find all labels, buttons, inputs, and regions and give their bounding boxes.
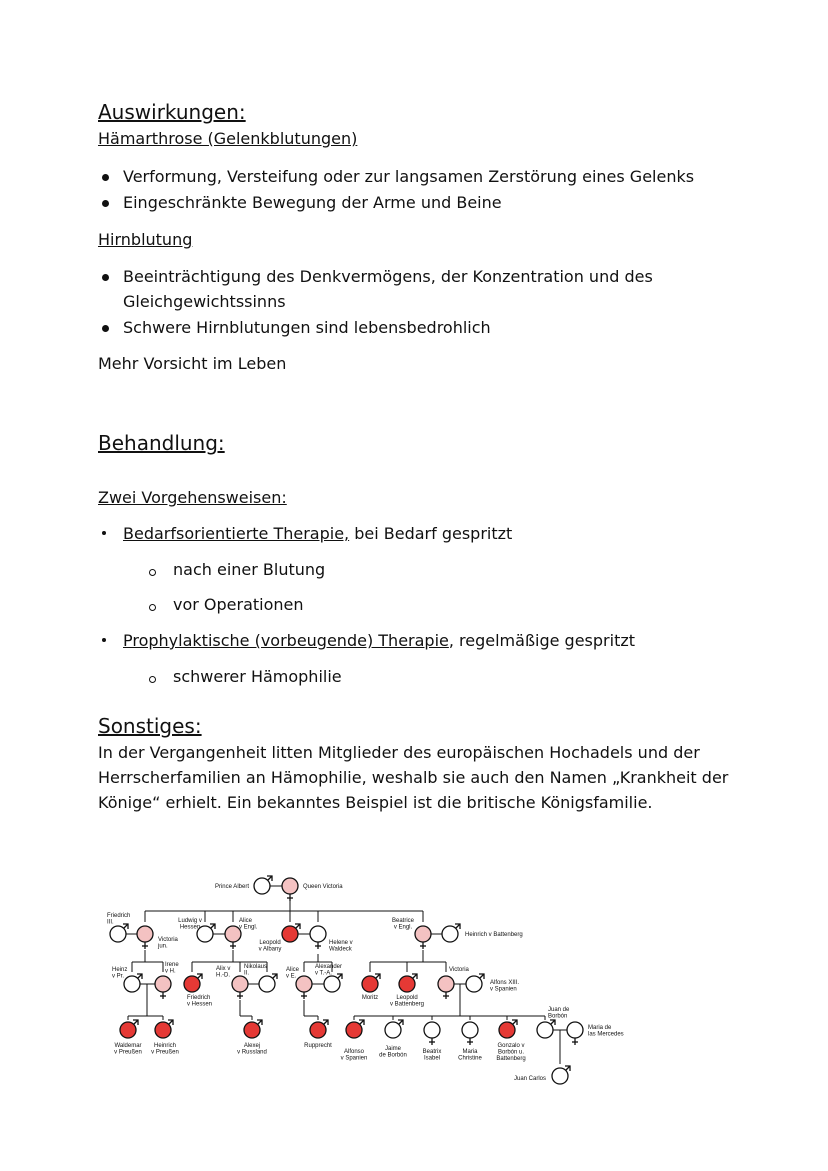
person-nikolaus-male-icon xyxy=(259,974,277,992)
bullet-icon xyxy=(102,531,106,535)
pedigree-label-moritz: Moritz xyxy=(361,995,379,1001)
therapy-name: Prophylaktische (vorbeugende) Therapie xyxy=(123,631,449,650)
person-maria_c-female-icon xyxy=(462,1022,478,1045)
person-friedrich_h-male-icon xyxy=(184,974,202,992)
list-item: Eingeschränkte Bewegung der Arme und Beine xyxy=(123,193,502,212)
pedigree-label-leopold: v Albany xyxy=(258,946,282,953)
list-item: Verformung, Versteifung oder zur langsamen Zerstörung eines Gelenks xyxy=(123,167,695,186)
pedigree-label-juan_carlos: Juan Carlos xyxy=(513,1076,546,1082)
pedigree-label-alice2: v E. xyxy=(286,973,297,980)
person-juan_carlos-male-icon xyxy=(552,1066,570,1084)
section-title-sonstiges: Sonstiges: xyxy=(98,714,202,738)
bullet-icon xyxy=(102,638,106,642)
list-item xyxy=(123,524,512,543)
person-jaime-male-icon xyxy=(385,1020,403,1038)
pedigree-label-maria_m: las Mercedes xyxy=(588,1031,624,1038)
pedigree-label-friedrich_h: v Hessen xyxy=(187,1001,213,1008)
therapy-desc: , regelmäßige gespritzt xyxy=(448,631,636,650)
person-leopold_b-male-icon xyxy=(399,974,417,992)
pedigree-label-heinrich_b: Heinrich v Battenberg xyxy=(465,932,523,938)
person-beatrix-female-icon xyxy=(424,1022,440,1045)
pedigree-label-maria_m: Maria de xyxy=(588,1025,612,1031)
pedigree-label-heinrich_p: v Preußen xyxy=(151,1049,179,1056)
pedigree-label-gonzalo: Battenberg xyxy=(496,1056,526,1062)
subheading-hirnblutung: Hirnblutung xyxy=(98,230,193,249)
paragraph-line: In der Vergangenheit litten Mitglieder des europäischen Hochadels und der xyxy=(98,743,700,762)
section-title-behandlung: Behandlung: xyxy=(98,431,225,455)
pedigree-label-alix: H.-D. xyxy=(216,972,230,979)
pedigree-label-heinz: v Pr. xyxy=(112,973,125,980)
pedigree-label-alexander: v T.-A. xyxy=(315,970,332,977)
pedigree-label-jaime: de Borbón xyxy=(379,1052,407,1059)
person-victoria2-female-icon xyxy=(438,976,454,999)
pedigree-label-heinz: Heinz xyxy=(112,967,128,973)
sub-bullet-icon xyxy=(149,604,156,611)
pedigree-label-victoria_jun: jun. xyxy=(158,943,168,950)
person-alexej-male-icon xyxy=(244,1020,262,1038)
sub-list-item: schwerer Hämophilie xyxy=(173,667,342,686)
person-albert-male-icon xyxy=(254,876,272,894)
bullet-icon xyxy=(102,325,109,332)
pedigree-label-leopold_b: v Battenberg xyxy=(389,1001,425,1008)
bullet-icon xyxy=(102,174,109,181)
pedigree-label-alfonso: Alfonso xyxy=(343,1049,365,1055)
subheading-haemarthrose: Hämarthrose (Gelenkblutungen) xyxy=(98,129,358,148)
person-heinrich_b-male-icon xyxy=(442,924,460,942)
pedigree-label-alexej: v Russland xyxy=(237,1049,267,1056)
pedigree-label-waldemar: v Preußen xyxy=(114,1049,142,1056)
pedigree-label-juan: Borbón xyxy=(548,1013,568,1020)
royal-pedigree-chart xyxy=(100,860,640,1100)
person-waldemar-male-icon xyxy=(120,1020,138,1038)
sub-bullet-icon xyxy=(149,569,156,576)
pedigree-label-victoria: Queen Victoria xyxy=(303,884,343,890)
pedigree-label-alice: Alice xyxy=(239,918,253,924)
person-heinz-male-icon xyxy=(124,974,142,992)
sub-list-item: vor Operationen xyxy=(173,595,304,614)
pedigree-label-alfons13: v Spanien xyxy=(490,986,517,993)
pedigree-label-beatrice: v Engl. xyxy=(393,924,413,931)
pedigree-label-heinrich_p: Heinrich xyxy=(153,1043,177,1049)
pedigree-label-alice2: Alice xyxy=(286,967,300,973)
pedigree-label-leopold_b: Leopold xyxy=(396,995,418,1001)
list-item-continuation: Gleichgewichtssinns xyxy=(123,292,286,311)
pedigree-label-maria_c: Maria xyxy=(462,1049,478,1055)
pedigree-label-helene: Waldeck xyxy=(329,946,352,953)
pedigree-label-gonzalo: Borbón u. xyxy=(497,1049,525,1056)
person-victoria_jun-female-icon xyxy=(137,926,153,949)
pedigree-label-nikolaus: II. xyxy=(244,970,250,977)
therapy-desc: bei Bedarf gespritzt xyxy=(349,524,513,543)
person-rupprecht-male-icon xyxy=(310,1020,328,1038)
person-irene-female-icon xyxy=(155,976,171,999)
person-beatrice-female-icon xyxy=(415,926,431,949)
section-title-auswirkungen: Auswirkungen: xyxy=(98,100,246,124)
paragraph-line: Herrscherfamilien an Hämophilie, weshalb sie auch den Namen „Krankheit der xyxy=(98,768,729,787)
pedigree-label-gonzalo: Gonzalo v xyxy=(497,1043,525,1049)
person-alix-female-icon xyxy=(232,976,248,999)
person-helene-female-icon xyxy=(310,926,326,949)
pedigree-label-beatrice: Beatrice xyxy=(391,918,415,924)
person-alfons13-male-icon xyxy=(466,974,484,992)
pedigree-label-friedrich_h: Friedrich xyxy=(187,995,211,1001)
pedigree-label-alfons13: Alfons XIII. xyxy=(490,980,520,986)
pedigree-label-nikolaus: Nikolaus xyxy=(244,964,268,970)
pedigree-label-beatrix: Beatrix xyxy=(422,1049,442,1055)
pedigree-label-rupprecht: Rupprecht xyxy=(304,1043,332,1049)
pedigree-label-victoria_jun: Victoria xyxy=(158,937,178,943)
sub-list-item: nach einer Blutung xyxy=(173,560,326,579)
pedigree-label-beatrix: Isabel xyxy=(423,1055,441,1062)
person-gonzalo-male-icon xyxy=(499,1020,517,1038)
pedigree-label-albert: Prince Albert xyxy=(214,884,249,890)
paragraph-line: Könige“ erhielt. Ein bekanntes Beispiel ist die britische Königsfamilie. xyxy=(98,793,653,812)
pedigree-label-juan: Juan de xyxy=(548,1007,570,1013)
list-item xyxy=(123,631,635,650)
person-juan-male-icon xyxy=(537,1020,555,1038)
pedigree-label-leopold: Leopold xyxy=(259,940,281,946)
person-friedrich3-male-icon xyxy=(110,924,128,942)
subheading-vorgehensweisen: Zwei Vorgehensweisen: xyxy=(98,488,287,507)
person-alfonso-male-icon xyxy=(346,1020,364,1038)
pedigree-label-friedrich3: Friedrich xyxy=(107,913,131,919)
pedigree-label-friedrich3: III. xyxy=(107,919,114,926)
pedigree-label-irene: v H. xyxy=(165,968,176,975)
pedigree-label-waldemar: Waldemar xyxy=(114,1043,142,1049)
sub-bullet-icon xyxy=(149,676,156,683)
list-item: Schwere Hirnblutungen sind lebensbedrohlich xyxy=(123,318,491,337)
pedigree-label-victoria2: Victoria xyxy=(449,967,469,973)
bullet-icon xyxy=(102,274,109,281)
person-leopold-male-icon xyxy=(282,924,300,942)
pedigree-label-alix: Alix v xyxy=(216,966,231,972)
person-maria_m-female-icon xyxy=(567,1022,583,1045)
pedigree-label-alexej: Alexej xyxy=(243,1043,261,1049)
pedigree-label-maria_c: Christine xyxy=(458,1055,482,1062)
list-item: Beeinträchtigung des Denkvermögens, der Konzentration und des xyxy=(123,267,653,286)
person-moritz-male-icon xyxy=(362,974,380,992)
pedigree-label-helene: Helene v xyxy=(329,940,353,946)
pedigree-label-alfonso: v Spanien xyxy=(340,1055,368,1062)
person-alexander-male-icon xyxy=(324,974,342,992)
person-heinrich_p-male-icon xyxy=(155,1020,173,1038)
person-alice2-female-icon xyxy=(296,976,312,999)
pedigree-label-ludwig: Ludwig v xyxy=(178,918,202,924)
therapy-name: Bedarfsorientierte Therapie, xyxy=(123,524,350,543)
bullet-icon xyxy=(102,200,109,207)
pedigree-label-irene: Irene xyxy=(165,962,179,968)
pedigree-label-jaime: Jaime xyxy=(384,1046,402,1052)
note-text: Mehr Vorsicht im Leben xyxy=(98,354,287,373)
pedigree-label-ludwig: Hessen xyxy=(179,924,201,931)
pedigree-label-alexander: Alexander xyxy=(315,964,343,970)
pedigree-label-alice: v Engl. xyxy=(239,924,258,931)
person-victoria-female-icon xyxy=(282,878,298,901)
